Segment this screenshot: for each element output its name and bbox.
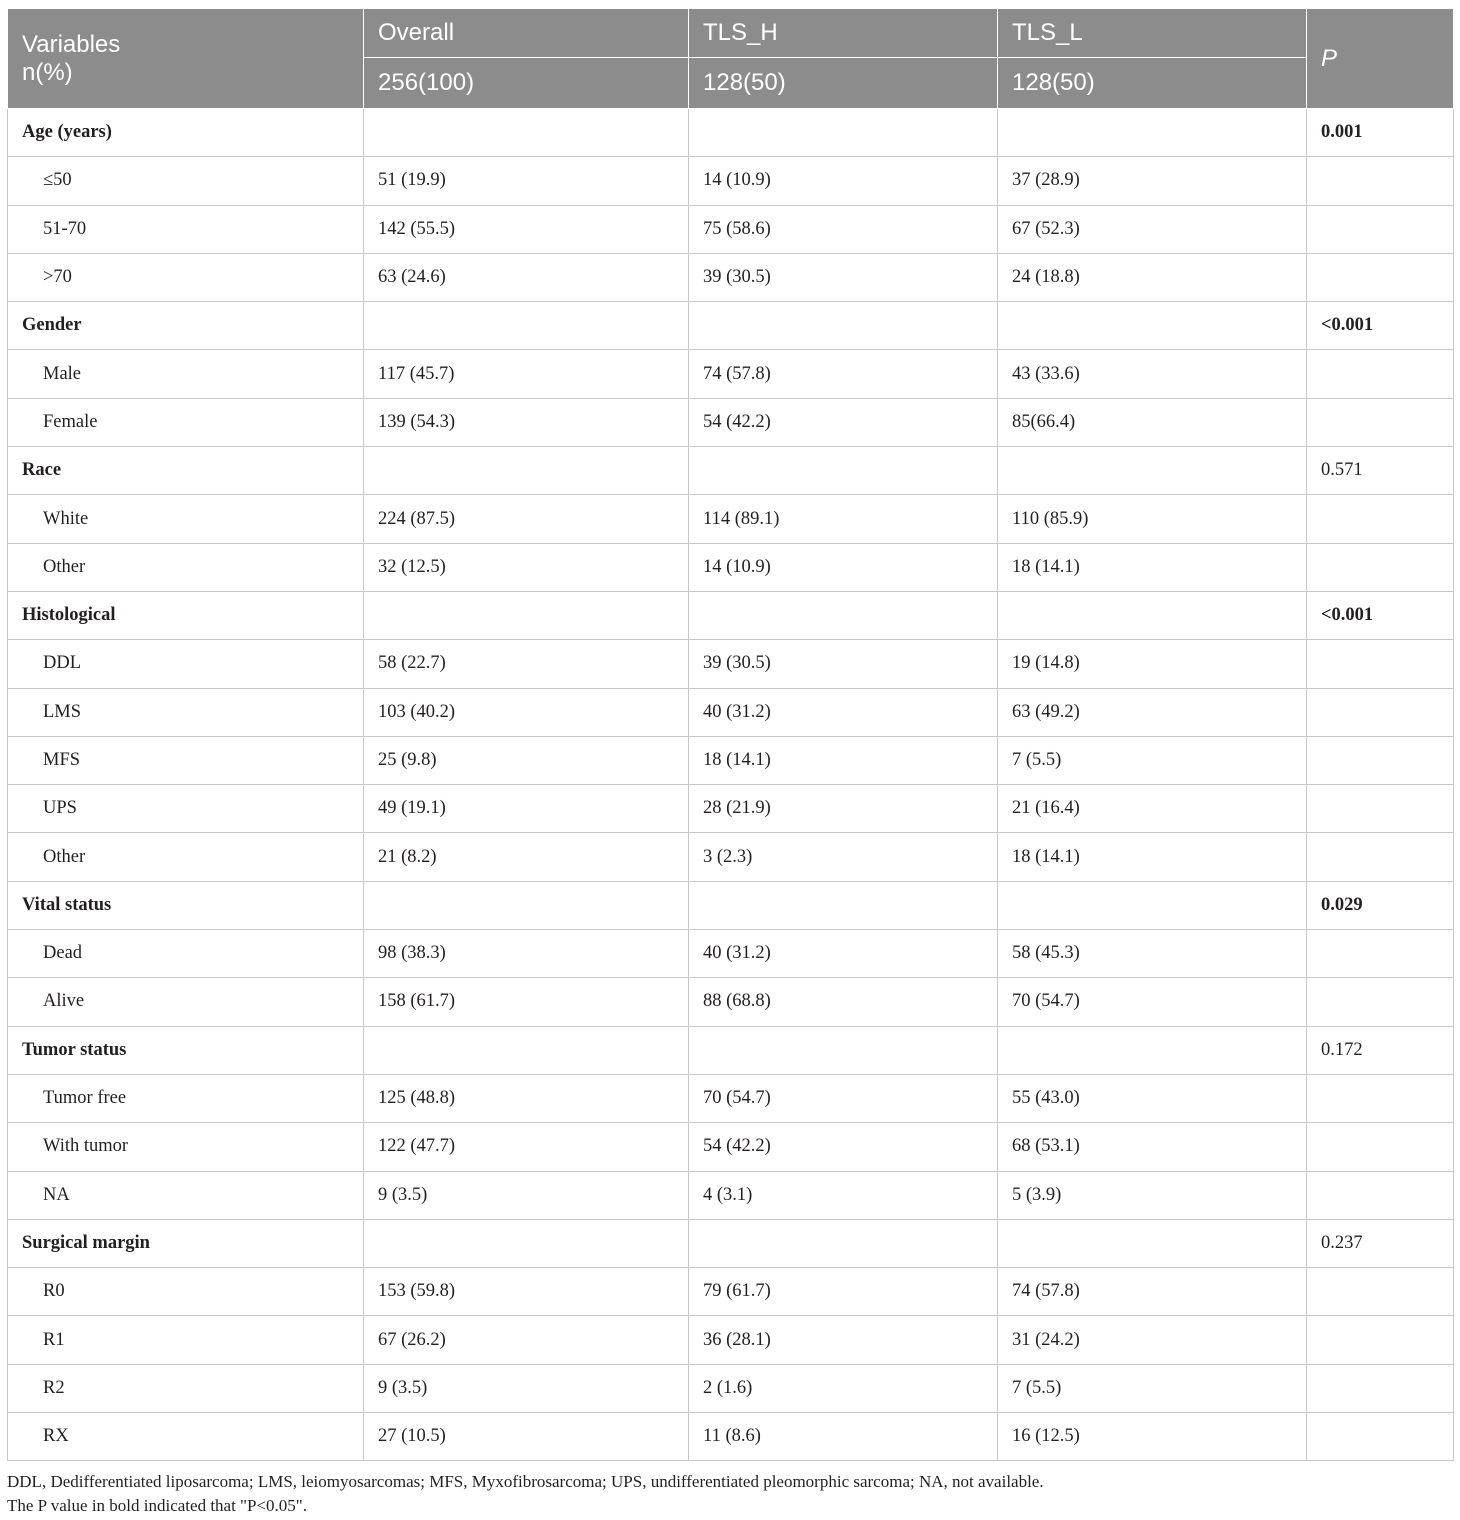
overall-cell: 27 (10.5) — [364, 1413, 689, 1461]
p-value-cell — [1307, 1123, 1454, 1171]
tls-h-cell: 28 (21.9) — [689, 785, 998, 833]
overall-cell: 9 (3.5) — [364, 1364, 689, 1412]
table-row — [8, 1268, 1454, 1316]
tls-l-cell — [998, 302, 1307, 350]
tls-l-cell — [998, 881, 1307, 929]
tls-l-cell — [998, 109, 1307, 157]
p-value-cell — [1307, 157, 1454, 205]
p-value-cell: 0.172 — [1307, 1026, 1454, 1074]
variable-cell: Histological — [8, 591, 364, 639]
overall-cell: 51 (19.9) — [364, 157, 689, 205]
tls-l-cell: 43 (33.6) — [998, 350, 1307, 398]
p-value-cell — [1307, 736, 1454, 784]
table-row — [8, 640, 1454, 688]
overall-cell: 158 (61.7) — [364, 978, 689, 1026]
tls-h-cell: 14 (10.9) — [689, 543, 998, 591]
variable-cell: ≤50 — [8, 157, 364, 205]
variable-cell: Female — [8, 398, 364, 446]
tls-h-cell: 3 (2.3) — [689, 833, 998, 881]
overall-cell: 63 (24.6) — [364, 253, 689, 301]
table-row — [8, 1074, 1454, 1122]
tls-l-cell: 110 (85.9) — [998, 495, 1307, 543]
variable-cell: Other — [8, 543, 364, 591]
variable-cell: Dead — [8, 930, 364, 978]
p-value-cell: <0.001 — [1307, 591, 1454, 639]
category-row — [8, 302, 1454, 350]
tls-l-cell: 37 (28.9) — [998, 157, 1307, 205]
variable-cell: DDL — [8, 640, 364, 688]
tls-l-cell: 85(66.4) — [998, 398, 1307, 446]
overall-cell — [364, 591, 689, 639]
category-row — [8, 591, 1454, 639]
header-variables-line1: Variables — [22, 30, 121, 58]
tls-h-cell: 39 (30.5) — [689, 253, 998, 301]
overall-cell: 153 (59.8) — [364, 1268, 689, 1316]
variable-cell: Other — [8, 833, 364, 881]
variable-cell: Surgical margin — [8, 1219, 364, 1267]
tls-l-cell — [998, 591, 1307, 639]
tls-h-cell: 114 (89.1) — [689, 495, 998, 543]
category-row — [8, 447, 1454, 495]
table-container — [7, 8, 1453, 1461]
overall-cell: 125 (48.8) — [364, 1074, 689, 1122]
p-value-cell: 0.237 — [1307, 1219, 1454, 1267]
p-value-cell — [1307, 253, 1454, 301]
tls-h-cell: 14 (10.9) — [689, 157, 998, 205]
overall-cell: 103 (40.2) — [364, 688, 689, 736]
tls-h-cell: 39 (30.5) — [689, 640, 998, 688]
p-value-cell — [1307, 688, 1454, 736]
p-value-cell — [1307, 350, 1454, 398]
p-value-cell: 0.571 — [1307, 447, 1454, 495]
tls-h-cell: 18 (14.1) — [689, 736, 998, 784]
tls-l-cell: 16 (12.5) — [998, 1413, 1307, 1461]
p-value-cell — [1307, 833, 1454, 881]
tls-l-cell — [998, 1026, 1307, 1074]
tls-h-cell — [689, 109, 998, 157]
tls-h-cell: 88 (68.8) — [689, 978, 998, 1026]
tls-l-cell — [998, 1219, 1307, 1267]
variable-cell: Alive — [8, 978, 364, 1026]
header-overall-n: 256(100) — [364, 58, 689, 109]
table-row — [8, 1316, 1454, 1364]
p-value-cell — [1307, 1316, 1454, 1364]
header-tls-l: TLS_L — [998, 9, 1307, 58]
tls-l-cell: 18 (14.1) — [998, 543, 1307, 591]
variable-cell: With tumor — [8, 1123, 364, 1171]
variable-cell: 51-70 — [8, 205, 364, 253]
tls-h-cell — [689, 881, 998, 929]
overall-cell — [364, 447, 689, 495]
overall-cell — [364, 881, 689, 929]
footnotes — [7, 1470, 1044, 1518]
category-row — [8, 1026, 1454, 1074]
tls-l-cell: 67 (52.3) — [998, 205, 1307, 253]
variable-cell: Gender — [8, 302, 364, 350]
overall-cell: 25 (9.8) — [364, 736, 689, 784]
table-row — [8, 785, 1454, 833]
tls-h-cell: 40 (31.2) — [689, 930, 998, 978]
tls-l-cell: 19 (14.8) — [998, 640, 1307, 688]
tls-l-cell: 31 (24.2) — [998, 1316, 1307, 1364]
variable-cell: NA — [8, 1171, 364, 1219]
overall-cell: 67 (26.2) — [364, 1316, 689, 1364]
overall-cell — [364, 109, 689, 157]
tls-h-cell: 2 (1.6) — [689, 1364, 998, 1412]
table-row — [8, 495, 1454, 543]
tls-l-cell: 24 (18.8) — [998, 253, 1307, 301]
variable-cell: R0 — [8, 1268, 364, 1316]
p-value-cell: <0.001 — [1307, 302, 1454, 350]
variable-cell: Tumor status — [8, 1026, 364, 1074]
tls-l-cell: 55 (43.0) — [998, 1074, 1307, 1122]
tls-h-cell: 36 (28.1) — [689, 1316, 998, 1364]
overall-cell: 49 (19.1) — [364, 785, 689, 833]
tls-l-cell — [998, 447, 1307, 495]
header-tls-h: TLS_H — [689, 9, 998, 58]
tls-h-cell: 4 (3.1) — [689, 1171, 998, 1219]
p-value-cell — [1307, 785, 1454, 833]
p-value-cell — [1307, 1268, 1454, 1316]
variable-cell: Male — [8, 350, 364, 398]
tls-h-cell: 54 (42.2) — [689, 398, 998, 446]
p-value-cell: 0.029 — [1307, 881, 1454, 929]
variable-cell: LMS — [8, 688, 364, 736]
p-value-cell — [1307, 930, 1454, 978]
tls-h-cell — [689, 302, 998, 350]
tls-h-cell: 40 (31.2) — [689, 688, 998, 736]
tls-l-cell: 63 (49.2) — [998, 688, 1307, 736]
table-row — [8, 833, 1454, 881]
p-value-cell — [1307, 978, 1454, 1026]
overall-cell — [364, 1219, 689, 1267]
variable-cell: R1 — [8, 1316, 364, 1364]
header-variables — [8, 9, 364, 109]
tls-h-cell — [689, 591, 998, 639]
p-value-cell: 0.001 — [1307, 109, 1454, 157]
tls-h-cell: 70 (54.7) — [689, 1074, 998, 1122]
tls-h-cell — [689, 1219, 998, 1267]
table-row — [8, 736, 1454, 784]
variable-cell: Tumor free — [8, 1074, 364, 1122]
overall-cell: 122 (47.7) — [364, 1123, 689, 1171]
overall-cell: 139 (54.3) — [364, 398, 689, 446]
tls-l-cell: 21 (16.4) — [998, 785, 1307, 833]
p-value-cell — [1307, 1171, 1454, 1219]
header-p: P — [1307, 9, 1454, 109]
overall-cell: 117 (45.7) — [364, 350, 689, 398]
variable-cell: R2 — [8, 1364, 364, 1412]
tls-h-cell: 54 (42.2) — [689, 1123, 998, 1171]
p-value-cell — [1307, 205, 1454, 253]
footnote-p-value: The P value in bold indicated that "P<0.05". — [7, 1496, 307, 1515]
variable-cell: Vital status — [8, 881, 364, 929]
tls-l-cell: 18 (14.1) — [998, 833, 1307, 881]
overall-cell: 21 (8.2) — [364, 833, 689, 881]
p-value-cell — [1307, 1413, 1454, 1461]
table-row — [8, 1171, 1454, 1219]
table-row — [8, 205, 1454, 253]
tls-l-cell: 68 (53.1) — [998, 1123, 1307, 1171]
category-row — [8, 109, 1454, 157]
table-row — [8, 398, 1454, 446]
variable-cell: RX — [8, 1413, 364, 1461]
table-row — [8, 1413, 1454, 1461]
tls-l-cell: 5 (3.9) — [998, 1171, 1307, 1219]
table-row — [8, 350, 1454, 398]
table-row — [8, 1123, 1454, 1171]
variable-cell: Race — [8, 447, 364, 495]
table-header — [8, 9, 1454, 109]
tls-h-cell — [689, 447, 998, 495]
table-row — [8, 1364, 1454, 1412]
tls-h-cell: 75 (58.6) — [689, 205, 998, 253]
overall-cell: 9 (3.5) — [364, 1171, 689, 1219]
tls-l-cell: 70 (54.7) — [998, 978, 1307, 1026]
table-body — [8, 109, 1454, 1461]
header-overall: Overall — [364, 9, 689, 58]
overall-cell: 142 (55.5) — [364, 205, 689, 253]
overall-cell: 58 (22.7) — [364, 640, 689, 688]
table-row — [8, 157, 1454, 205]
p-value-cell — [1307, 495, 1454, 543]
p-value-cell — [1307, 543, 1454, 591]
tls-h-cell: 74 (57.8) — [689, 350, 998, 398]
overall-cell — [364, 302, 689, 350]
overall-cell: 98 (38.3) — [364, 930, 689, 978]
overall-cell — [364, 1026, 689, 1074]
p-value-cell — [1307, 1074, 1454, 1122]
tls-l-cell: 7 (5.5) — [998, 1364, 1307, 1412]
variable-cell: UPS — [8, 785, 364, 833]
p-value-cell — [1307, 640, 1454, 688]
tls-h-cell — [689, 1026, 998, 1074]
tls-l-cell: 74 (57.8) — [998, 1268, 1307, 1316]
variable-cell: >70 — [8, 253, 364, 301]
characteristics-table — [7, 8, 1454, 1461]
category-row — [8, 881, 1454, 929]
p-value-cell — [1307, 398, 1454, 446]
table-row — [8, 978, 1454, 1026]
header-tls-h-n: 128(50) — [689, 58, 998, 109]
header-tls-l-n: 128(50) — [998, 58, 1307, 109]
overall-cell: 32 (12.5) — [364, 543, 689, 591]
tls-l-cell: 7 (5.5) — [998, 736, 1307, 784]
variable-cell: Age (years) — [8, 109, 364, 157]
p-value-cell — [1307, 1364, 1454, 1412]
table-row — [8, 930, 1454, 978]
table-row — [8, 253, 1454, 301]
header-variables-line2: n(%) — [22, 58, 73, 86]
category-row — [8, 1219, 1454, 1267]
footnote-abbreviations: DDL, Dedifferentiated liposarcoma; LMS, leiomyosarcomas; MFS, Myxofibrosarcoma; UPS, undifferentiated pleomorphic sarcoma; NA, not available. — [7, 1472, 1044, 1491]
table-row — [8, 688, 1454, 736]
tls-h-cell: 79 (61.7) — [689, 1268, 998, 1316]
table-row — [8, 543, 1454, 591]
tls-l-cell: 58 (45.3) — [998, 930, 1307, 978]
overall-cell: 224 (87.5) — [364, 495, 689, 543]
variable-cell: MFS — [8, 736, 364, 784]
variable-cell: White — [8, 495, 364, 543]
tls-h-cell: 11 (8.6) — [689, 1413, 998, 1461]
